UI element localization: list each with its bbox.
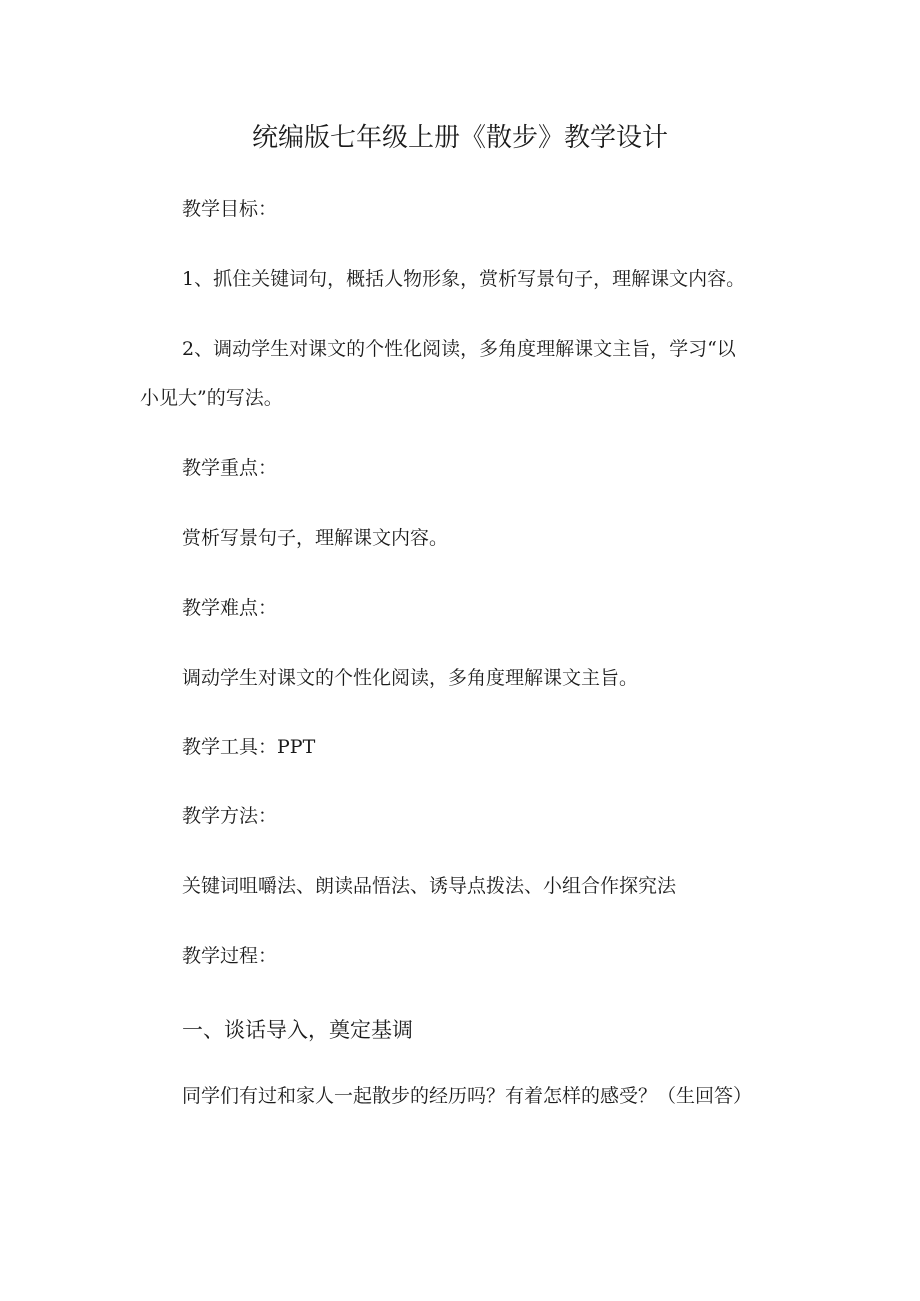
objective-2-line-2: 小见大”的写法。 [140,387,283,409]
section-label-methods: 教学方法： [182,805,278,827]
objective-1: 1、抓住关键词句，概括人物形象，赏析写景句子，理解课文内容。 [182,268,746,290]
methods-text: 关键词咀嚼法、朗读品悟法、诱导点拨法、小组合作探究法 [182,875,677,897]
document-title: 统编版七年级上册《散步》教学设计 [251,123,668,153]
teaching-tools: 教学工具：PPT [182,736,316,758]
section-label-objectives: 教学目标： [182,198,278,220]
section-label-process: 教学过程： [182,945,278,967]
objective-2-line-1: 2、调动学生对课文的个性化阅读，多角度理解课文主旨，学习“以 [182,338,736,360]
process-step-1-text: 同学们有过和家人一起散步的经历吗？有着怎样的感受？（生回答） [182,1085,753,1107]
key-points-text: 赏析写景句子，理解课文内容。 [182,527,449,549]
section-label-key-points: 教学重点： [182,457,278,479]
difficulties-text: 调动学生对课文的个性化阅读，多角度理解课文主旨。 [182,667,639,689]
section-label-difficulties: 教学难点： [182,597,278,619]
process-step-1-heading: 一、谈话导入，奠定基调 [182,1018,413,1042]
